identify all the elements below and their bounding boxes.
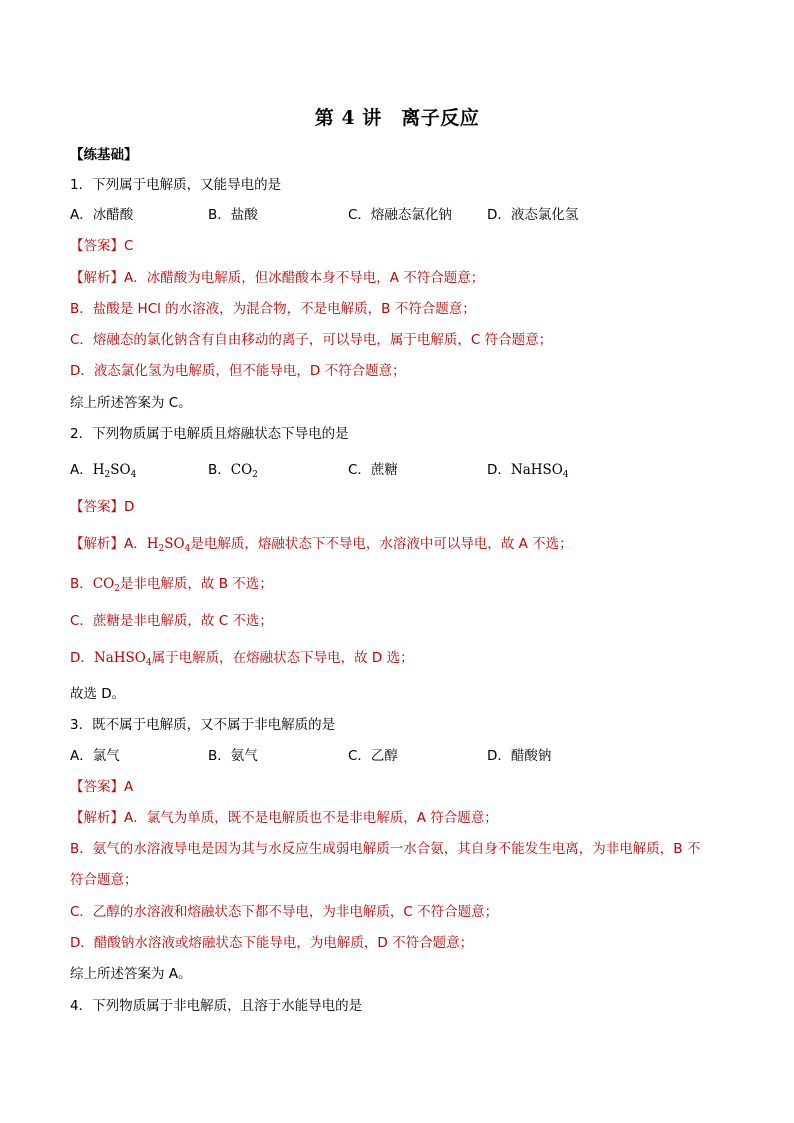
q2-option-c: C．蔗糖 xyxy=(348,462,398,478)
co2-formula: $CO_2$ xyxy=(92,576,120,594)
q3-analysis-line: 【解析】A．氯气为单质，既不是电解质也不是非电解质，A 符合题意； xyxy=(70,810,498,826)
h2so4-formula: $H_2SO_4$ xyxy=(146,536,191,554)
q1-analysis-line: C．熔融态的氯化钠含有自由移动的离子，可以导电，属于电解质，C 符合题意； xyxy=(70,332,553,348)
q2-stem: 2．下列物质属于电解质且熔融状态下导电的是 xyxy=(70,426,349,442)
q2-answer: 【答案】D xyxy=(70,499,135,515)
q2-analysis-line: C．蔗糖是非电解质，故 C 不选； xyxy=(70,613,273,629)
co2-formula: $CO_2$ xyxy=(230,462,258,480)
h2so4-formula: $H_2SO_4$ xyxy=(92,462,137,480)
q2-option-d xyxy=(487,460,569,480)
q1-analysis-line: 【解析】A．冰醋酸为电解质，但冰醋酸本身不导电，A 不符合题意； xyxy=(70,270,485,286)
q1-analysis-line: B．盐酸是 HCl 的水溶液，为混合物，不是电解质，B 不符合题意； xyxy=(70,301,476,317)
nahso4-formula: NaHSO$_4$ xyxy=(93,650,152,668)
q1-option-b: B．盐酸 xyxy=(208,207,258,223)
option-label: B． xyxy=(208,462,231,478)
q3-option-d: D．醋酸钠 xyxy=(487,748,552,764)
q2-analysis-line: D．NaHSO$_4$属于电解质，在熔融状态下导电，故 D 选； xyxy=(70,650,414,668)
page-title: 第 4 讲 离子反应 xyxy=(314,107,480,129)
q2-option-b xyxy=(208,460,258,480)
q1-answer: 【答案】C xyxy=(70,238,134,254)
q1-option-d: D．液态氯化氢 xyxy=(487,207,579,223)
q1-option-a: A．冰醋酸 xyxy=(70,207,134,223)
q1-analysis-line: D．液态氯化氢为电解质，但不能导电，D 不符合题意； xyxy=(70,363,406,379)
q2-analysis-line: 【解析】A．$H_2SO_4$是电解质，熔融状态下不导电，水溶液中可以导电，故 A 不选； xyxy=(70,536,573,554)
q2-conclusion: 故选 D。 xyxy=(70,686,126,702)
q3-option-b: B．氨气 xyxy=(208,748,258,764)
nahso4-formula: NaHSO$_4$ xyxy=(510,462,569,480)
q1-stem: 1．下列属于电解质，又能导电的是 xyxy=(70,177,282,193)
q3-analysis-line: B．氨气的水溶液导电是因为其与水反应生成弱电解质一水合氨，其自身不能发生电离，为非电解质，B 不 xyxy=(70,841,701,857)
q4-stem: 4．下列物质属于非电解质，且溶于水能导电的是 xyxy=(70,998,363,1014)
section-heading: 【练基础】 xyxy=(70,147,138,163)
option-label: D． xyxy=(487,462,511,478)
option-label: A． xyxy=(70,462,93,478)
q3-analysis-line: D．醋酸钠水溶液或熔融状态下能导电，为电解质，D 不符合题意； xyxy=(70,935,474,951)
q3-analysis-line: C．乙醇的水溶液和熔融状态下都不导电，为非电解质，C 不符合题意； xyxy=(70,904,499,920)
q3-conclusion: 综上所述答案为 A。 xyxy=(70,966,192,982)
q2-option-a xyxy=(70,460,136,480)
q3-analysis-line: 符合题意； xyxy=(70,872,138,888)
q1-conclusion: 综上所述答案为 C。 xyxy=(70,395,192,411)
q2-analysis-line: B．$CO_2$是非电解质，故 B 不选； xyxy=(70,576,273,594)
q3-stem: 3．既不属于电解质，又不属于非电解质的是 xyxy=(70,717,336,733)
q3-answer: 【答案】A xyxy=(70,779,134,795)
q3-option-c: C．乙醇 xyxy=(348,748,398,764)
q3-option-a: A．氯气 xyxy=(70,748,120,764)
q1-option-c: C．熔融态氯化钠 xyxy=(348,207,452,223)
